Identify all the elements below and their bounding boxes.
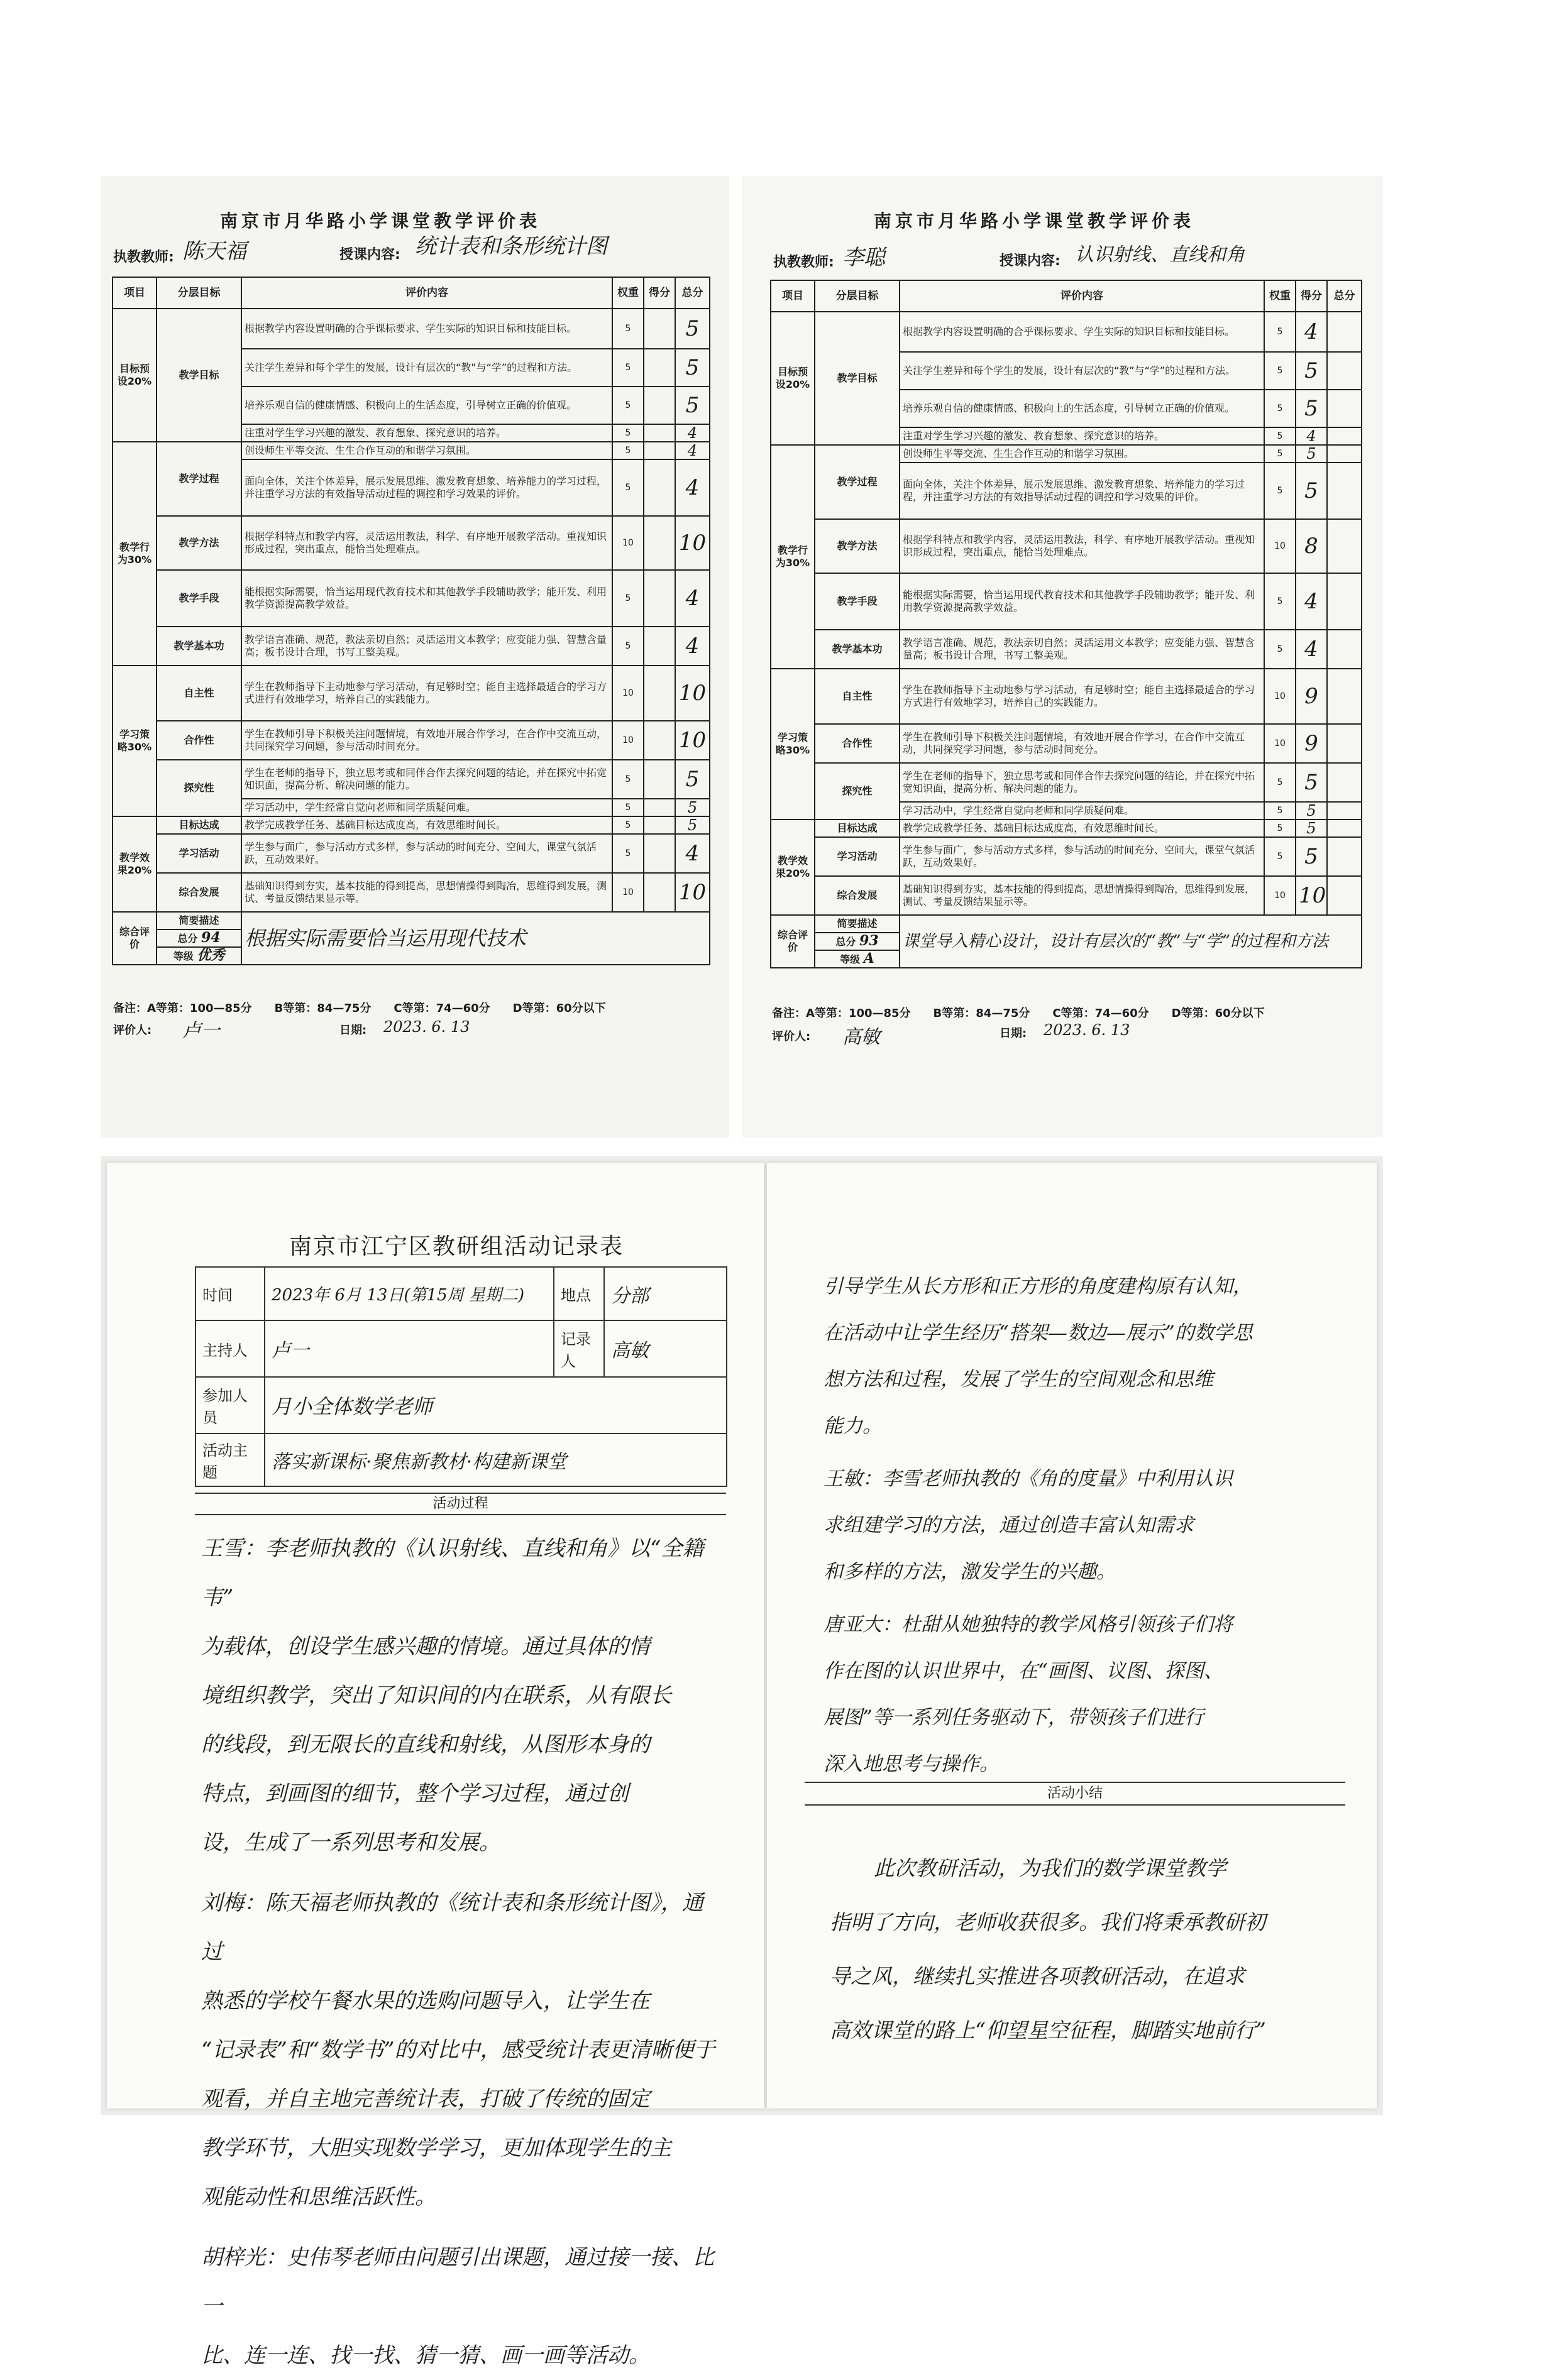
total-cell (1327, 630, 1362, 669)
criteria-cell: 教学完成教学任务、基础目标达成度高，有效思维时间长。 (900, 820, 1264, 837)
lesson-content: 认识射线、直线和角 (1075, 244, 1245, 266)
note-line: 引导学生从长方形和正方形的角度建构原有认知， (824, 1275, 1252, 1298)
note-line: 深入地思考与操作。 (824, 1753, 999, 1775)
goal-cell: 学习活动 (815, 837, 900, 876)
weight-cell: 10 (612, 516, 644, 570)
total-cell (1327, 669, 1362, 724)
evaluator-signature: 卢一 (182, 1020, 220, 1042)
score-cell: 5 (1296, 390, 1327, 427)
goal-cell: 自主性 (157, 666, 241, 721)
weight-cell: 5 (612, 424, 644, 442)
score-cell (644, 387, 675, 424)
goal-cell: 综合发展 (815, 876, 900, 915)
score-cell: 4 (1296, 630, 1327, 669)
time-value: 2023年 6月 13日(第15周 星期二) (265, 1267, 554, 1320)
form-title: 南京市月华路小学课堂教学评价表 (874, 211, 1195, 231)
criteria-cell: 关注学生差异和每个学生的发展，设计有层次的“教”与“学”的过程和方法。 (900, 352, 1264, 390)
criteria-cell: 基础知识得到夯实，基本技能的得到提高，思想情操得到陶冶，思维得到发展，测试、考量反馈结果显示等。 (241, 873, 612, 912)
time-label: 时间 (196, 1267, 265, 1320)
criteria-cell: 面向全体，关注个体差异，展示发展思维、激发教育想象、培养能力的学习过程，并注重学习方法的有效指导活动过程的调控和学习效果的评价。 (900, 463, 1264, 519)
date-label: 日期: (1000, 1027, 1027, 1040)
total-cell: 4 (675, 424, 710, 442)
total-cell: 10 (675, 516, 710, 570)
criteria-cell: 教学语言准确、规范，教法亲切自然；灵活运用文本教学；应变能力强、智慧含量高；板书设计合理，书写工整美观。 (241, 627, 612, 666)
note-line: 唐亚大：杜甜从她独特的教学风格引领孩子们将 (824, 1613, 1233, 1636)
criteria-cell: 根据教学内容设置明确的合乎课标要求、学生实际的知识目标和技能目标。 (241, 309, 612, 349)
note-line: 想方法和过程，发展了学生的空间观念和思维 (824, 1368, 1213, 1391)
note-line: 设，生成了一系列思考和发展。 (201, 1830, 500, 1855)
col-score: 得分 (644, 277, 675, 309)
weight-cell: 5 (1264, 630, 1296, 669)
score-cell (644, 516, 675, 570)
total-cell: 5 (675, 760, 710, 799)
recorder-value: 高敏 (604, 1320, 727, 1377)
note-line: 在活动中让学生经历“搭架—数边—展示”的数学思 (824, 1322, 1253, 1344)
total-cell: 5 (675, 816, 710, 834)
total-cell: 4 (675, 627, 710, 666)
goal-cell: 教学基本功 (157, 627, 241, 666)
note-line: 王敏：李雪老师执教的《角的度量》中利用认识 (824, 1467, 1233, 1490)
col-weight: 权重 (612, 277, 644, 309)
score-cell (644, 834, 675, 873)
total-cell (1327, 573, 1362, 630)
total-cell (1327, 802, 1362, 820)
score-cell: 5 (1296, 445, 1327, 463)
note-line: 和多样的方法，激发学生的兴趣。 (824, 1560, 1116, 1583)
overall-total: 93 (859, 933, 879, 949)
score-cell (644, 666, 675, 721)
summary-line: 此次教研活动，为我们的数学课堂教学 (874, 1856, 1226, 1880)
criteria-cell: 培养乐观自信的健康情感、积极向上的生活态度，引导树立正确的价值观。 (241, 387, 612, 424)
note-line: 展图”等一系列任务驱动下，带领孩子们进行 (824, 1706, 1204, 1729)
evaluator-signature: 高敏 (842, 1026, 880, 1048)
total-cell: 4 (675, 442, 710, 459)
total-cell (1327, 820, 1362, 837)
photo-activity-record (101, 1156, 1383, 2368)
total-cell (1327, 876, 1362, 915)
date-value: 2023. 6. 13 (383, 1018, 470, 1036)
overall-total: 94 (201, 930, 221, 946)
content-label: 授课内容: (339, 247, 400, 263)
criteria-cell: 根据学科特点和教学内容，灵活运用教法，科学、有序地开展教学活动。重视知识形成过程，突出重点，能恰当处理难点。 (241, 516, 612, 570)
goal-cell: 自主性 (815, 669, 900, 724)
theme-value: 落实新课标·聚焦新教材·构建新课堂 (265, 1434, 727, 1486)
weight-cell: 5 (1264, 837, 1296, 876)
score-cell: 4 (1296, 427, 1327, 445)
score-cell: 5 (1296, 820, 1327, 837)
total-cell (1327, 390, 1362, 427)
criteria-cell: 能根据实际需要，恰当运用现代教育技术和其他教学手段辅助教学；能开发、利用教学资源提高教学效益。 (241, 570, 612, 627)
score-cell: 5 (1296, 463, 1327, 519)
score-cell (644, 799, 675, 816)
note-line: “记录表”和“数学书”的对比中，感受统计表更清晰便于 (201, 2037, 715, 2063)
project-cell: 学习策略30% (113, 666, 157, 816)
criteria-cell: 学生在老师的指导下，独立思考或和同伴合作去探究问题的结论，并在探究中拓宽知识面，提高分析、解决问题的能力。 (900, 763, 1264, 802)
weight-cell: 5 (612, 627, 644, 666)
overall-total-label: 总分 94 (157, 930, 241, 947)
col-total: 总分 (1327, 280, 1362, 312)
project-cell: 教学行为30% (771, 445, 815, 669)
evaluation-table (112, 277, 710, 965)
total-cell: 5 (675, 387, 710, 424)
score-cell (644, 309, 675, 349)
project-cell: 学习策略30% (771, 669, 815, 820)
total-cell (1327, 427, 1362, 445)
note-line: 观能动性和思维活跃性。 (201, 2185, 436, 2210)
score-cell (644, 442, 675, 459)
col-score: 得分 (1296, 280, 1327, 312)
project-cell: 教学效果20% (113, 816, 157, 912)
weight-cell: 5 (612, 834, 644, 873)
criteria-cell: 学习活动中，学生经常自觉向老师和同学质疑问难。 (241, 799, 612, 816)
goal-cell: 教学过程 (815, 445, 900, 519)
criteria-cell: 教学完成教学任务、基础目标达成度高，有效思维时间长。 (241, 816, 612, 834)
note-line: 的线段，到无限长的直线和射线，从图形本身的 (201, 1732, 650, 1757)
note-line: 为载体，创设学生感兴趣的情境。通过具体的情 (201, 1634, 650, 1659)
criteria-cell: 学生参与面广，参与活动方式多样，参与活动的时间充分、空间大，课堂气氛活跃，互动效果好。 (900, 837, 1264, 876)
record-table (195, 1266, 727, 1487)
record-right-page (767, 1163, 1377, 2109)
weight-cell: 5 (612, 309, 644, 349)
score-cell (644, 459, 675, 516)
weight-cell: 10 (1264, 724, 1296, 763)
weight-cell: 5 (612, 387, 644, 424)
weight-cell: 5 (612, 459, 644, 516)
note-line: 观看，并自主地完善统计表，打破了传统的固定 (201, 2087, 650, 2112)
criteria-cell: 注重对学生学习兴趣的激发、教育想象、探究意识的培养。 (900, 427, 1264, 445)
goal-cell: 探究性 (815, 763, 900, 820)
photo-eval-form-left (101, 176, 729, 1138)
place-label: 地点 (554, 1267, 604, 1320)
total-cell: 10 (675, 721, 710, 760)
score-cell: 10 (1296, 876, 1327, 915)
score-cell (644, 349, 675, 387)
process-label: 活动过程 (195, 1493, 726, 1515)
grade-scale-note: 备注：A等第：100—85分 B等第：84—75分 C等第：74—60分 D等第：60分以下 (772, 1007, 1265, 1020)
criteria-cell: 学生在教师引导下积极关注问题情境，有效地开展合作学习，在合作中交流互动，共同探究学习问题，参与活动时间充分。 (241, 721, 612, 760)
note-line: 王雪：李老师执教的《认识射线、直线和角》以“全籍韦” (201, 1536, 704, 1610)
goal-cell: 教学目标 (815, 312, 900, 445)
brief-label: 简要描述 (157, 912, 241, 930)
total-cell: 5 (675, 309, 710, 349)
score-cell (644, 721, 675, 760)
total-cell (1327, 724, 1362, 763)
total-cell (1327, 763, 1362, 802)
project-cell: 目标预设20% (113, 309, 157, 442)
criteria-cell: 学生在教师引导下积极关注问题情境，有效地开展合作学习，在合作中交流互动，共同探究学习问题，参与活动时间充分。 (900, 724, 1264, 763)
content-label: 授课内容: (1000, 253, 1060, 269)
process-notes-right (824, 1263, 1352, 1787)
score-cell: 5 (1296, 352, 1327, 390)
recorder-label: 记录人 (554, 1320, 604, 1377)
score-cell: 9 (1296, 724, 1327, 763)
process-notes-left (201, 1524, 723, 2380)
note-line: 胡梓光：史伟琴老师由问题引出课题，通过接一接、比一 (201, 2245, 714, 2319)
criteria-cell: 关注学生差异和每个学生的发展，设计有层次的“教”与“学”的过程和方法。 (241, 349, 612, 387)
summary-label: 活动小结 (805, 1782, 1345, 1806)
criteria-cell: 学生在教师指导下主动地参与学习活动，有足够时空；能自主选择最适合的学习方式进行有效地学习，培养自己的实践能力。 (241, 666, 612, 721)
participants-label: 参加人员 (196, 1377, 265, 1434)
place-value: 分部 (604, 1267, 727, 1320)
score-cell: 4 (1296, 573, 1327, 630)
weight-cell: 5 (1264, 390, 1296, 427)
criteria-cell: 注重对学生学习兴趣的激发、教育想象、探究意识的培养。 (241, 424, 612, 442)
criteria-cell: 培养乐观自信的健康情感、积极向上的生活态度，引导树立正确的价值观。 (900, 390, 1264, 427)
overall-total-label: 总分 93 (815, 933, 900, 950)
criteria-cell: 基础知识得到夯实，基本技能的得到提高，思想情操得到陶冶，思维得到发展，测试、考量反馈结果显示等。 (900, 876, 1264, 915)
criteria-cell: 学生在老师的指导下，独立思考或和同伴合作去探究问题的结论，并在探究中拓宽知识面，提高分析、解决问题的能力。 (241, 760, 612, 799)
note-line: 比、连一连、找一找、猜一猜、画一画等活动。 (201, 2343, 650, 2368)
col-criteria: 评价内容 (241, 277, 612, 309)
summary-line: 指明了方向，老师收获很多。我们将秉承教研初 (830, 1910, 1265, 1934)
score-cell: 9 (1296, 669, 1327, 724)
total-cell: 4 (675, 570, 710, 627)
criteria-cell: 创设师生平等交流、生生合作互动的和谐学习氛围。 (900, 445, 1264, 463)
date-label: 日期: (339, 1024, 367, 1037)
participants-value: 月小全体数学老师 (265, 1377, 727, 1434)
goal-cell: 教学手段 (815, 573, 900, 630)
goal-cell: 目标达成 (815, 820, 900, 837)
weight-cell: 10 (612, 666, 644, 721)
criteria-cell: 学生在教师指导下主动地参与学习活动，有足够时空；能自主选择最适合的学习方式进行有效地学习，培养自己的实践能力。 (900, 669, 1264, 724)
total-cell (1327, 519, 1362, 573)
col-goal: 分层目标 (815, 280, 900, 312)
weight-cell: 5 (612, 442, 644, 459)
weight-cell: 5 (1264, 445, 1296, 463)
criteria-cell: 面向全体，关注个体差异，展示发展思维、激发教育想象、培养能力的学习过程，并注重学习方法的有效指导活动过程的调控和学习效果的评价。 (241, 459, 612, 516)
total-cell (1327, 352, 1362, 390)
weight-cell: 5 (612, 349, 644, 387)
score-cell: 5 (1296, 837, 1327, 876)
goal-cell: 探究性 (157, 760, 241, 816)
summary-notes (830, 1841, 1345, 2058)
note-line: 境组织教学，突出了知识间的内在联系，从有限长 (201, 1683, 671, 1708)
grade-scale-note: 备注：A等第：100—85分 B等第：84—75分 C等第：74—60分 D等第：60分以下 (113, 1002, 606, 1015)
col-goal: 分层目标 (157, 277, 241, 309)
weight-cell: 10 (1264, 669, 1296, 724)
note-line: 刘梅：陈天福老师执教的《统计表和条形统计图》，通过 (201, 1890, 703, 1965)
host-label: 主持人 (196, 1320, 265, 1377)
total-cell: 5 (675, 799, 710, 816)
grade-label: 等级 优秀 (157, 947, 241, 965)
weight-cell: 5 (612, 816, 644, 834)
criteria-cell: 教学语言准确、规范，教法亲切自然；灵活运用文本教学；应变能力强、智慧含量高；板书设计合理，书写工整美观。 (900, 630, 1264, 669)
goal-cell: 合作性 (815, 724, 900, 763)
total-cell (1327, 463, 1362, 519)
goal-cell: 学习活动 (157, 834, 241, 873)
criteria-cell: 学生参与面广，参与活动方式多样，参与活动的时间充分、空间大，课堂气氛活跃，互动效果好。 (241, 834, 612, 873)
col-total: 总分 (675, 277, 710, 309)
criteria-cell: 根据学科特点和教学内容，灵活运用教法，科学、有序地开展教学活动。重视知识形成过程，突出重点，能恰当处理难点。 (900, 519, 1264, 573)
score-cell (644, 873, 675, 912)
total-cell: 4 (675, 834, 710, 873)
score-cell: 5 (1296, 763, 1327, 802)
criteria-cell: 根据教学内容设置明确的合乎课标要求、学生实际的知识目标和技能目标。 (900, 312, 1264, 352)
grade-value: A (863, 950, 874, 967)
score-cell (644, 570, 675, 627)
score-cell (644, 760, 675, 799)
goal-cell: 教学过程 (157, 442, 241, 516)
goal-cell: 教学目标 (157, 309, 241, 442)
goal-cell: 教学基本功 (815, 630, 900, 669)
project-cell: 教学效果20% (771, 820, 815, 915)
weight-cell: 5 (1264, 573, 1296, 630)
weight-cell: 10 (612, 721, 644, 760)
brief-label: 简要描述 (815, 915, 900, 933)
goal-cell: 综合发展 (157, 873, 241, 912)
weight-cell: 5 (612, 570, 644, 627)
photo-eval-form-right (742, 176, 1383, 1138)
goal-cell: 教学手段 (157, 570, 241, 627)
teacher-name: 李聪 (842, 245, 885, 270)
host-value: 卢一 (265, 1320, 554, 1377)
summary-line: 导之风，继续扎实推进各项教研活动，在追求 (830, 1964, 1245, 1988)
total-cell: 5 (675, 349, 710, 387)
teacher-label: 执教教师: (113, 250, 174, 265)
note-line: 教学环节，大胆实现数学学习，更加体现学生的主 (201, 2136, 671, 2161)
col-criteria: 评价内容 (900, 280, 1264, 312)
score-cell (644, 816, 675, 834)
weight-cell: 5 (612, 799, 644, 816)
summary-label: 综合评价 (113, 912, 157, 965)
criteria-cell: 创设师生平等交流、生生合作互动的和谐学习氛围。 (241, 442, 612, 459)
weight-cell: 5 (1264, 463, 1296, 519)
weight-cell: 5 (1264, 802, 1296, 820)
weight-cell: 10 (1264, 876, 1296, 915)
note-line: 熟悉的学校午餐水果的选购问题导入，让学生在 (201, 1988, 650, 2014)
col-item: 项目 (771, 280, 815, 312)
summary-line: 高效课堂的路上“仰望星空征程，脚踏实地前行” (830, 2018, 1266, 2043)
summary-label: 综合评价 (771, 915, 815, 968)
weight-cell: 5 (1264, 763, 1296, 802)
goal-cell: 合作性 (157, 721, 241, 760)
brief-comment: 课堂导入精心设计，设计有层次的“教”与“学”的过程和方法 (900, 915, 1362, 968)
weight-cell: 10 (612, 873, 644, 912)
form-title: 南京市月华路小学课堂教学评价表 (220, 211, 541, 231)
project-cell: 目标预设20% (771, 312, 815, 445)
total-cell (1327, 312, 1362, 352)
col-item: 项目 (113, 277, 157, 309)
score-cell: 5 (1296, 802, 1327, 820)
weight-cell: 5 (1264, 312, 1296, 352)
total-cell (1327, 445, 1362, 463)
note-line: 能力。 (824, 1415, 882, 1437)
brief-comment: 根据实际需要恰当运用现代技术 (241, 912, 710, 965)
score-cell: 4 (1296, 312, 1327, 352)
record-left-page (107, 1163, 764, 2368)
note-line: 求组建学习的方法，通过创造丰富认知需求 (824, 1514, 1194, 1537)
grade-label: 等级 A (815, 950, 900, 968)
total-cell: 10 (675, 666, 710, 721)
score-cell: 8 (1296, 519, 1327, 573)
teacher-name: 陈天福 (182, 239, 246, 264)
criteria-cell: 学习活动中，学生经常自觉向老师和同学质疑问难。 (900, 802, 1264, 820)
goal-cell: 教学方法 (815, 519, 900, 573)
note-line: 特点，到画图的细节，整个学习过程，通过创 (201, 1781, 629, 1806)
lesson-content: 统计表和条形统计图 (415, 234, 607, 259)
date-value: 2023. 6. 13 (1044, 1021, 1130, 1039)
note-line: 作在图的认识世界中，在“画图、议图、探图、 (824, 1660, 1223, 1682)
weight-cell: 10 (1264, 519, 1296, 573)
criteria-cell: 能根据实际需要，恰当运用现代教育技术和其他教学手段辅助教学；能开发、利用教学资源提高教学效益。 (900, 573, 1264, 630)
score-cell (644, 627, 675, 666)
weight-cell: 5 (1264, 352, 1296, 390)
weight-cell: 5 (612, 760, 644, 799)
goal-cell: 目标达成 (157, 816, 241, 834)
weight-cell: 5 (1264, 427, 1296, 445)
theme-label: 活动主题 (196, 1434, 265, 1486)
teacher-label: 执教教师: (773, 255, 834, 270)
project-cell: 教学行为30% (113, 442, 157, 666)
evaluation-table (770, 280, 1362, 968)
total-cell: 4 (675, 459, 710, 516)
grade-value: 优秀 (197, 947, 225, 963)
evaluator-label: 评价人: (113, 1024, 152, 1037)
record-title: 南京市江宁区教研组活动记录表 (289, 1234, 624, 1259)
total-cell (1327, 837, 1362, 876)
col-weight: 权重 (1264, 280, 1296, 312)
total-cell: 10 (675, 873, 710, 912)
score-cell (644, 424, 675, 442)
evaluator-label: 评价人: (772, 1030, 811, 1043)
weight-cell: 5 (1264, 820, 1296, 837)
goal-cell: 教学方法 (157, 516, 241, 570)
